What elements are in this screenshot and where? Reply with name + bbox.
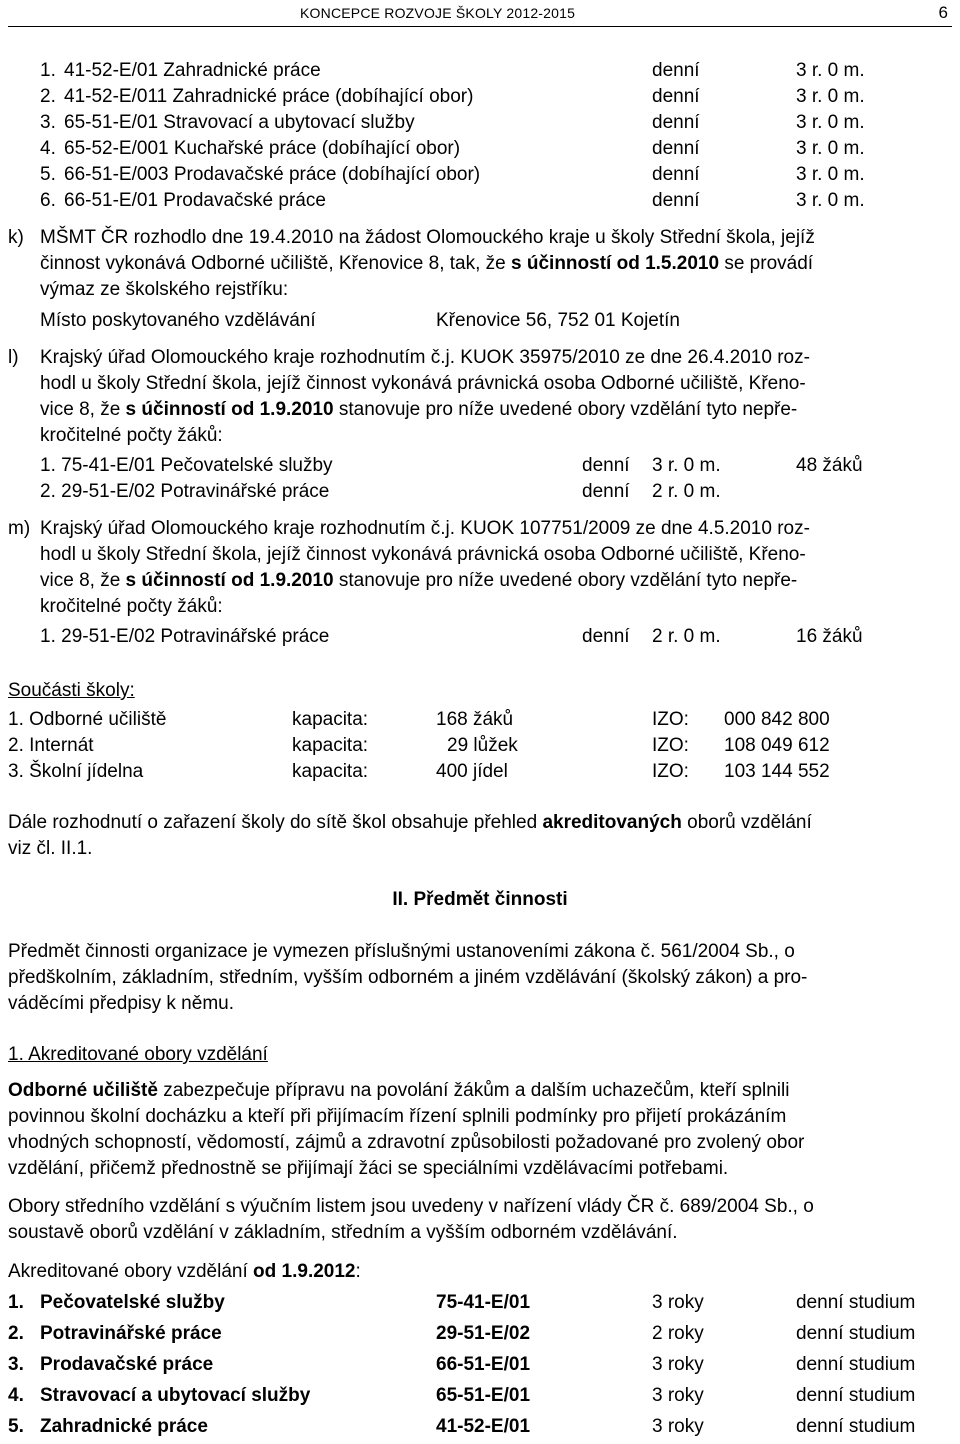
list-item: 1. 41-52-E/01 Zahradnické práce denní 3 r. 0 m. bbox=[40, 60, 865, 81]
list-item: 1. 75-41-E/01 Pečovatelské služby denní 3 r. 0 m. 48 žáků bbox=[40, 455, 863, 476]
list-item: 1. Pečovatelské služby 75-41-E/01 3 roky denní studium bbox=[8, 1292, 916, 1313]
place-label: Místo poskytovaného vzdělávání bbox=[40, 310, 316, 331]
accredited-heading: 1. Akreditované obory vzdělání bbox=[8, 1044, 268, 1065]
components-heading: Součásti školy: bbox=[8, 680, 135, 701]
list-item: 2. 29-51-E/02 Potravinářské práce denní 2 r. 0 m. bbox=[40, 481, 721, 502]
place-value: Křenovice 56, 752 01 Kojetín bbox=[436, 310, 681, 331]
list-item: 5. 66-51-E/003 Prodavačské práce (dobíhající obor) denní 3 r. 0 m. bbox=[40, 164, 865, 185]
list-item: 1. 29-51-E/02 Potravinářské práce denní 2 r. 0 m. 16 žáků bbox=[40, 626, 863, 647]
list-item: 5. Zahradnické práce 41-52-E/01 3 roky denní studium bbox=[8, 1416, 916, 1437]
list-item: 3. 65-51-E/01 Stravovací a ubytovací služby denní 3 r. 0 m. bbox=[40, 112, 865, 133]
document-page: KONCEPCE ROZVOJE ŠKOLY 2012-2015 6 1. 41-52-E/01 Zahradnické práce denní 3 r. 0 m. 2. 41-52-E/011 Zahradnické práce (dobíhající obor) denní 3 r. 0 m. 3. 65-51-E/01 Stravovací a ubytovací služby denní 3 r. 0 m. 4. 65-52-E/001 Kuchařské práce (dobíhající obor) denní 3 r. 0 m. 5. 66-51-E/003 Prodavačské práce (dobíhající obor) denní 3 r. 0 m. 6. 66-51-E/01 Prodavačské práce denní 3 r. 0 m. k) MŠMT ČR rozhodlo dne 19.4.2010 na žádost Olomouckého kraje u školy Střední škola, jejíž činnost vykonává Odborné učiliště, Křenovice 8, tak, že s účinností od 1.5.2010 se provádí výmaz ze školského rejstříku: Místo poskytovaného vzdělávání Křenovice 56, 752 01 Kojetín l) Krajský úřad Olomouckého kraje rozhodnutím č.j. KUOK 35975/2010 ze dne 26.4.2010 roz- hodl u školy Střední škola, jejíž činnost vykonává právnická osoba Odborné učiliště, Křeno- vice 8, že s účinností od 1.9.2010 stanovuje pro níže uvedené obory vzdělání tyto nepře- kročitelné počty žáků: 1. 75-41-E/01 Pečovatelské služby denní 3 r. 0 m. 48 žáků 2. 29-51-E/02 Potravinářské práce denní 2 r. 0 m. m) Krajský úřad Olomouckého kraje rozhodnutím č.j. KUOK 107751/2009 ze dne 4.5.2010 roz- hodl u školy Střední škola, jejíž činnost vykonává právnická osoba Odborné učiliště, Křeno- vice 8, že s účinností od 1.9.2010 stanovuje pro níže uvedené obory vzdělání tyto nepře- kročitelné počty žáků: 1. 29-51-E/02 Potravinářské práce denní 2 r. 0 m. 16 žáků Součásti školy: 1. Odborné učiliště kapacita: 168 žáků IZO: 000 842 800 2. Internát kapacita: 29 lůžek IZO: 108 049 612 3. Školní jídelna kapacita: 400 jídel IZO: 103 144 552 Dále rozhodnutí o zařazení školy do sítě škol obsahuje přehled akreditovaných oborů vzdělání viz čl. II.1. II. Předmět činnosti Předmět činnosti organizace je vymezen příslušnými ustanoveními zákona č. 561/2004 Sb., o předškolním, základním, středním, vyšším odborném a jiném vzdělávání (školský zákon) a pro- váděcími předpisy k němu. 1. Akreditované obory vzdělání Odborné učiliště zabezpečuje přípravu na povolání žákům a dalším uchazečům, kteří splnili povinnou školní docházku a kteří při přijímacím řízení splnili podmínky pro přijetí prokázáním vhodných schopností, vědomostí, zájmů a zdravotní způsobilosti požadované pro zvolený obor vzdělání, přičemž přednostně se přijímají žáci se speciálními vzdělávacími potřebami. Obory středního vzdělání s výučním listem jsou uvedeny v nařízení vlády ČR č. 689/2004 Sb., o soustavě oborů vzdělání v základním, středním a vyšším odborném vzdělávání. Akreditované obory vzdělání od 1.9.2012: 1. Pečovatelské služby 75-41-E/01 3 roky denní studium 2. Potravinářské práce 29-51-E/02 2 roky denní studium 3. Prodavačské práce 66-51-E/01 3 roky denní studium 4. Stravovací a ubytovací služby 65-51-E/01 3 roky denní studium 5. Zahradnické práce 41-52-E/01 3 roky denní studium bbox=[0, 0, 960, 1444]
section-title: II. Předmět činnosti bbox=[392, 889, 568, 910]
header-title: KONCEPCE ROZVOJE ŠKOLY 2012-2015 bbox=[300, 5, 576, 21]
list-item: 4. Stravovací a ubytovací služby 65-51-E/01 3 roky denní studium bbox=[8, 1385, 916, 1406]
page-number: 6 bbox=[938, 3, 948, 22]
list-item: 2. 41-52-E/011 Zahradnické práce (dobíhající obor) denní 3 r. 0 m. bbox=[40, 86, 865, 107]
page-header bbox=[8, 0, 952, 27]
list-item: 2. Potravinářské práce 29-51-E/02 2 roky denní studium bbox=[8, 1323, 916, 1344]
section-marker: m) bbox=[8, 518, 31, 539]
list-item: 6. 66-51-E/01 Prodavačské práce denní 3 r. 0 m. bbox=[40, 190, 865, 211]
table-row: 1. Odborné učiliště kapacita: 168 žáků IZO: 000 842 800 bbox=[8, 709, 830, 730]
list-item: 4. 65-52-E/001 Kuchařské práce (dobíhající obor) denní 3 r. 0 m. bbox=[40, 138, 865, 159]
list-item: 3. Prodavačské práce 66-51-E/01 3 roky denní studium bbox=[8, 1354, 916, 1375]
section-marker: l) bbox=[8, 347, 19, 368]
accredited-list-label: Akreditované obory vzdělání od 1.9.2012: bbox=[8, 1261, 361, 1282]
section-marker: k) bbox=[8, 227, 24, 248]
table-row: 3. Školní jídelna kapacita: 400 jídel IZO: 103 144 552 bbox=[8, 761, 830, 782]
table-row: 2. Internát kapacita: 29 lůžek IZO: 108 049 612 bbox=[8, 735, 830, 756]
